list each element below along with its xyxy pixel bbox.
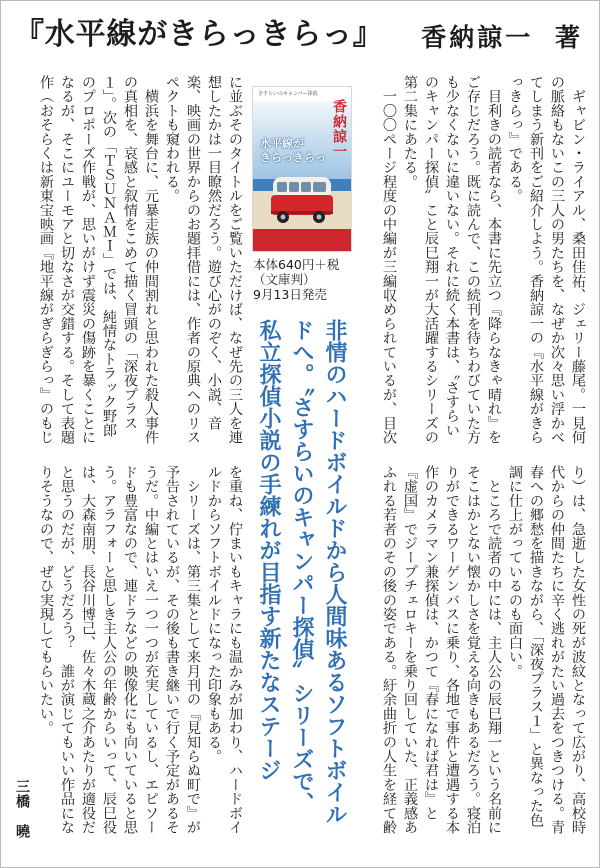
body-text-column: ふれる若者のその後の姿である。紆余曲折の人生を経て齢	[381, 465, 397, 835]
body-lower-left	[35, 465, 245, 835]
body-text-column: 作のカメラマン兼探偵は、かつて『春になれば君は』と	[423, 465, 439, 820]
body-text-column: そこはかとない懐かしさを覚える向きもあるだろう。寝泊	[465, 465, 481, 835]
body-text-column: 予告されているが、その後も書き継いで行く予定があるそ	[164, 465, 180, 835]
body-text-column: ギャビン・ライアル、桑田佳祐、ジェリー藤尾。一見何	[570, 75, 586, 445]
cover-bottom-band	[253, 229, 351, 251]
cover-title-line2: きらっきらっ	[260, 151, 326, 164]
headline-column: ドへ。〝さすらいのキャンパー探偵〟シリーズで、	[289, 319, 314, 814]
body-text-column: りができるワーゲンバスに乗り、各地で事件と遭遇する本	[444, 465, 460, 835]
body-lower-right	[378, 465, 588, 835]
body-text-column: は、大森南朋、長谷川博己、佐々木蔵之介あたりが適役だ	[80, 465, 96, 835]
body-text-column: 一〇〇ページ程度の中編が三編収められているが、目次	[381, 75, 397, 445]
body-text-column: の脈絡もないこの三人の男たちを、なぜか次々思い浮かべ	[549, 75, 565, 445]
body-text-column: 第二集にあたる。	[402, 75, 418, 189]
cover-title-line1: 水平線が	[260, 137, 304, 150]
body-text-column: シリーズは、第三集として来月刊の『見知らぬ町で』が	[185, 465, 201, 835]
body-text-column: 目利きの読者なら、本書に先立つ『降らなきゃ晴れ』を	[486, 75, 502, 445]
body-text-column: を重ね、佇まいもキャラにも温かみが加わり、ハードボイ	[227, 465, 243, 835]
headline-column: 私立探偵小説の手練れが目指す新たなステージ	[256, 319, 281, 781]
release-date-text: 9月13日発売	[253, 287, 327, 302]
body-text-column: の真相を、哀感と叙情をこめて描く冒頭の「深夜プラス	[122, 75, 138, 430]
book-info-caption	[253, 257, 353, 302]
body-text-column: う。アラフォーと思しき主人公の年齢からいって、辰巳役	[101, 465, 117, 835]
body-upper-right	[378, 75, 588, 445]
book-cover-image	[253, 87, 351, 251]
price-text: 本体640円＋税	[253, 257, 340, 272]
body-text-column: のキャンパー探偵〟こと辰巳翔一が大活躍するシリーズの	[423, 75, 439, 445]
headline	[252, 319, 351, 825]
reviewer-name: 三橋 曉	[14, 779, 30, 839]
body-text-column: と思うのだが、どうだろう？ 誰が演じてもいい作品にな	[59, 465, 75, 835]
body-text-column: うだ。中編とはいえ一つ一つが充実しているし、エピソー	[143, 465, 159, 835]
headline-column: 非情のハードボイルドから人間味あるソフトボイル	[322, 319, 347, 825]
body-text-column: りそうなので、ぜひ実現してもらいたい。	[38, 465, 54, 735]
body-text-column: ドも豊富なので、連ドラなどの映像化にも向いていると思	[122, 465, 138, 835]
body-text-column: 春への郷愁を描きながら、「深夜プラス１」と異なった色	[528, 465, 544, 828]
cover-bus-illustration	[269, 173, 335, 225]
body-text-column: り）は、急逝した女性の死が波紋となって広がり、高校時	[570, 465, 586, 835]
body-text-column: 代からの仲間たちに辛く逃れがたい過去をつきつける。青	[549, 465, 565, 835]
body-text-column: 『虚国』でジープチェロキーを乗り回していた、正義感あ	[402, 465, 418, 835]
body-text-column: ところで読者の中には、主人公の辰巳翔一という名前に	[486, 465, 502, 835]
body-text-column: １」。次の「ＴＳＵＮＡＭＩ」では、純情なトラック野郎	[101, 75, 117, 438]
body-text-column: 横浜を舞台に、元暴走族の仲間割れと思われた殺人事件	[143, 75, 159, 445]
body-text-column: てしまう新刊をご紹介しよう。香納諒一の『水平線がきら	[528, 75, 544, 445]
format-text: （文庫判）	[253, 272, 316, 287]
body-text-column: 想したかは一目瞭然だろう。遊び心がのぞく、小説、音	[206, 75, 222, 430]
cover-series-text: さすらいのキャンパー探偵	[258, 91, 318, 97]
body-upper-left	[35, 75, 245, 445]
body-text-column: に並ぶそのタイトルをご覧いただけば、なぜ先の三人を連	[227, 75, 243, 445]
body-text-column: のプロポーズ作戦が、思いがけず震災の傷跡を暴くことに	[80, 75, 96, 445]
body-text-column: ペクトも窺われる。	[164, 75, 180, 203]
body-text-column: ご存じだろう。既に読んで、この続刊を待ちわびていた方	[465, 75, 481, 445]
body-text-column: 作（おそらくは新東宝映画『地平線がぎらぎらっ』のもじ	[38, 75, 54, 445]
body-text-column: なるが、そこにユーモアと切なさが交錯する。そして表題	[59, 75, 75, 445]
body-text-column: も少なくないに違いない。それに続く本書は、〝さすらい	[444, 75, 460, 438]
cover-author-text: 香納諒一	[331, 99, 347, 159]
book-title: 『水平線がきらっきらっ』	[14, 17, 384, 52]
body-text-column: 調に仕上がっているのも面白い。	[507, 465, 523, 678]
body-text-column: 楽、映画の世界からのお題拝借には、作者の原典へのリス	[185, 75, 201, 445]
body-text-column: っきらっ』である。	[507, 75, 523, 203]
book-author: 香納諒一 著	[421, 23, 583, 52]
body-text-column: ルドからソフトボイルドになった印象もある。	[206, 465, 222, 764]
